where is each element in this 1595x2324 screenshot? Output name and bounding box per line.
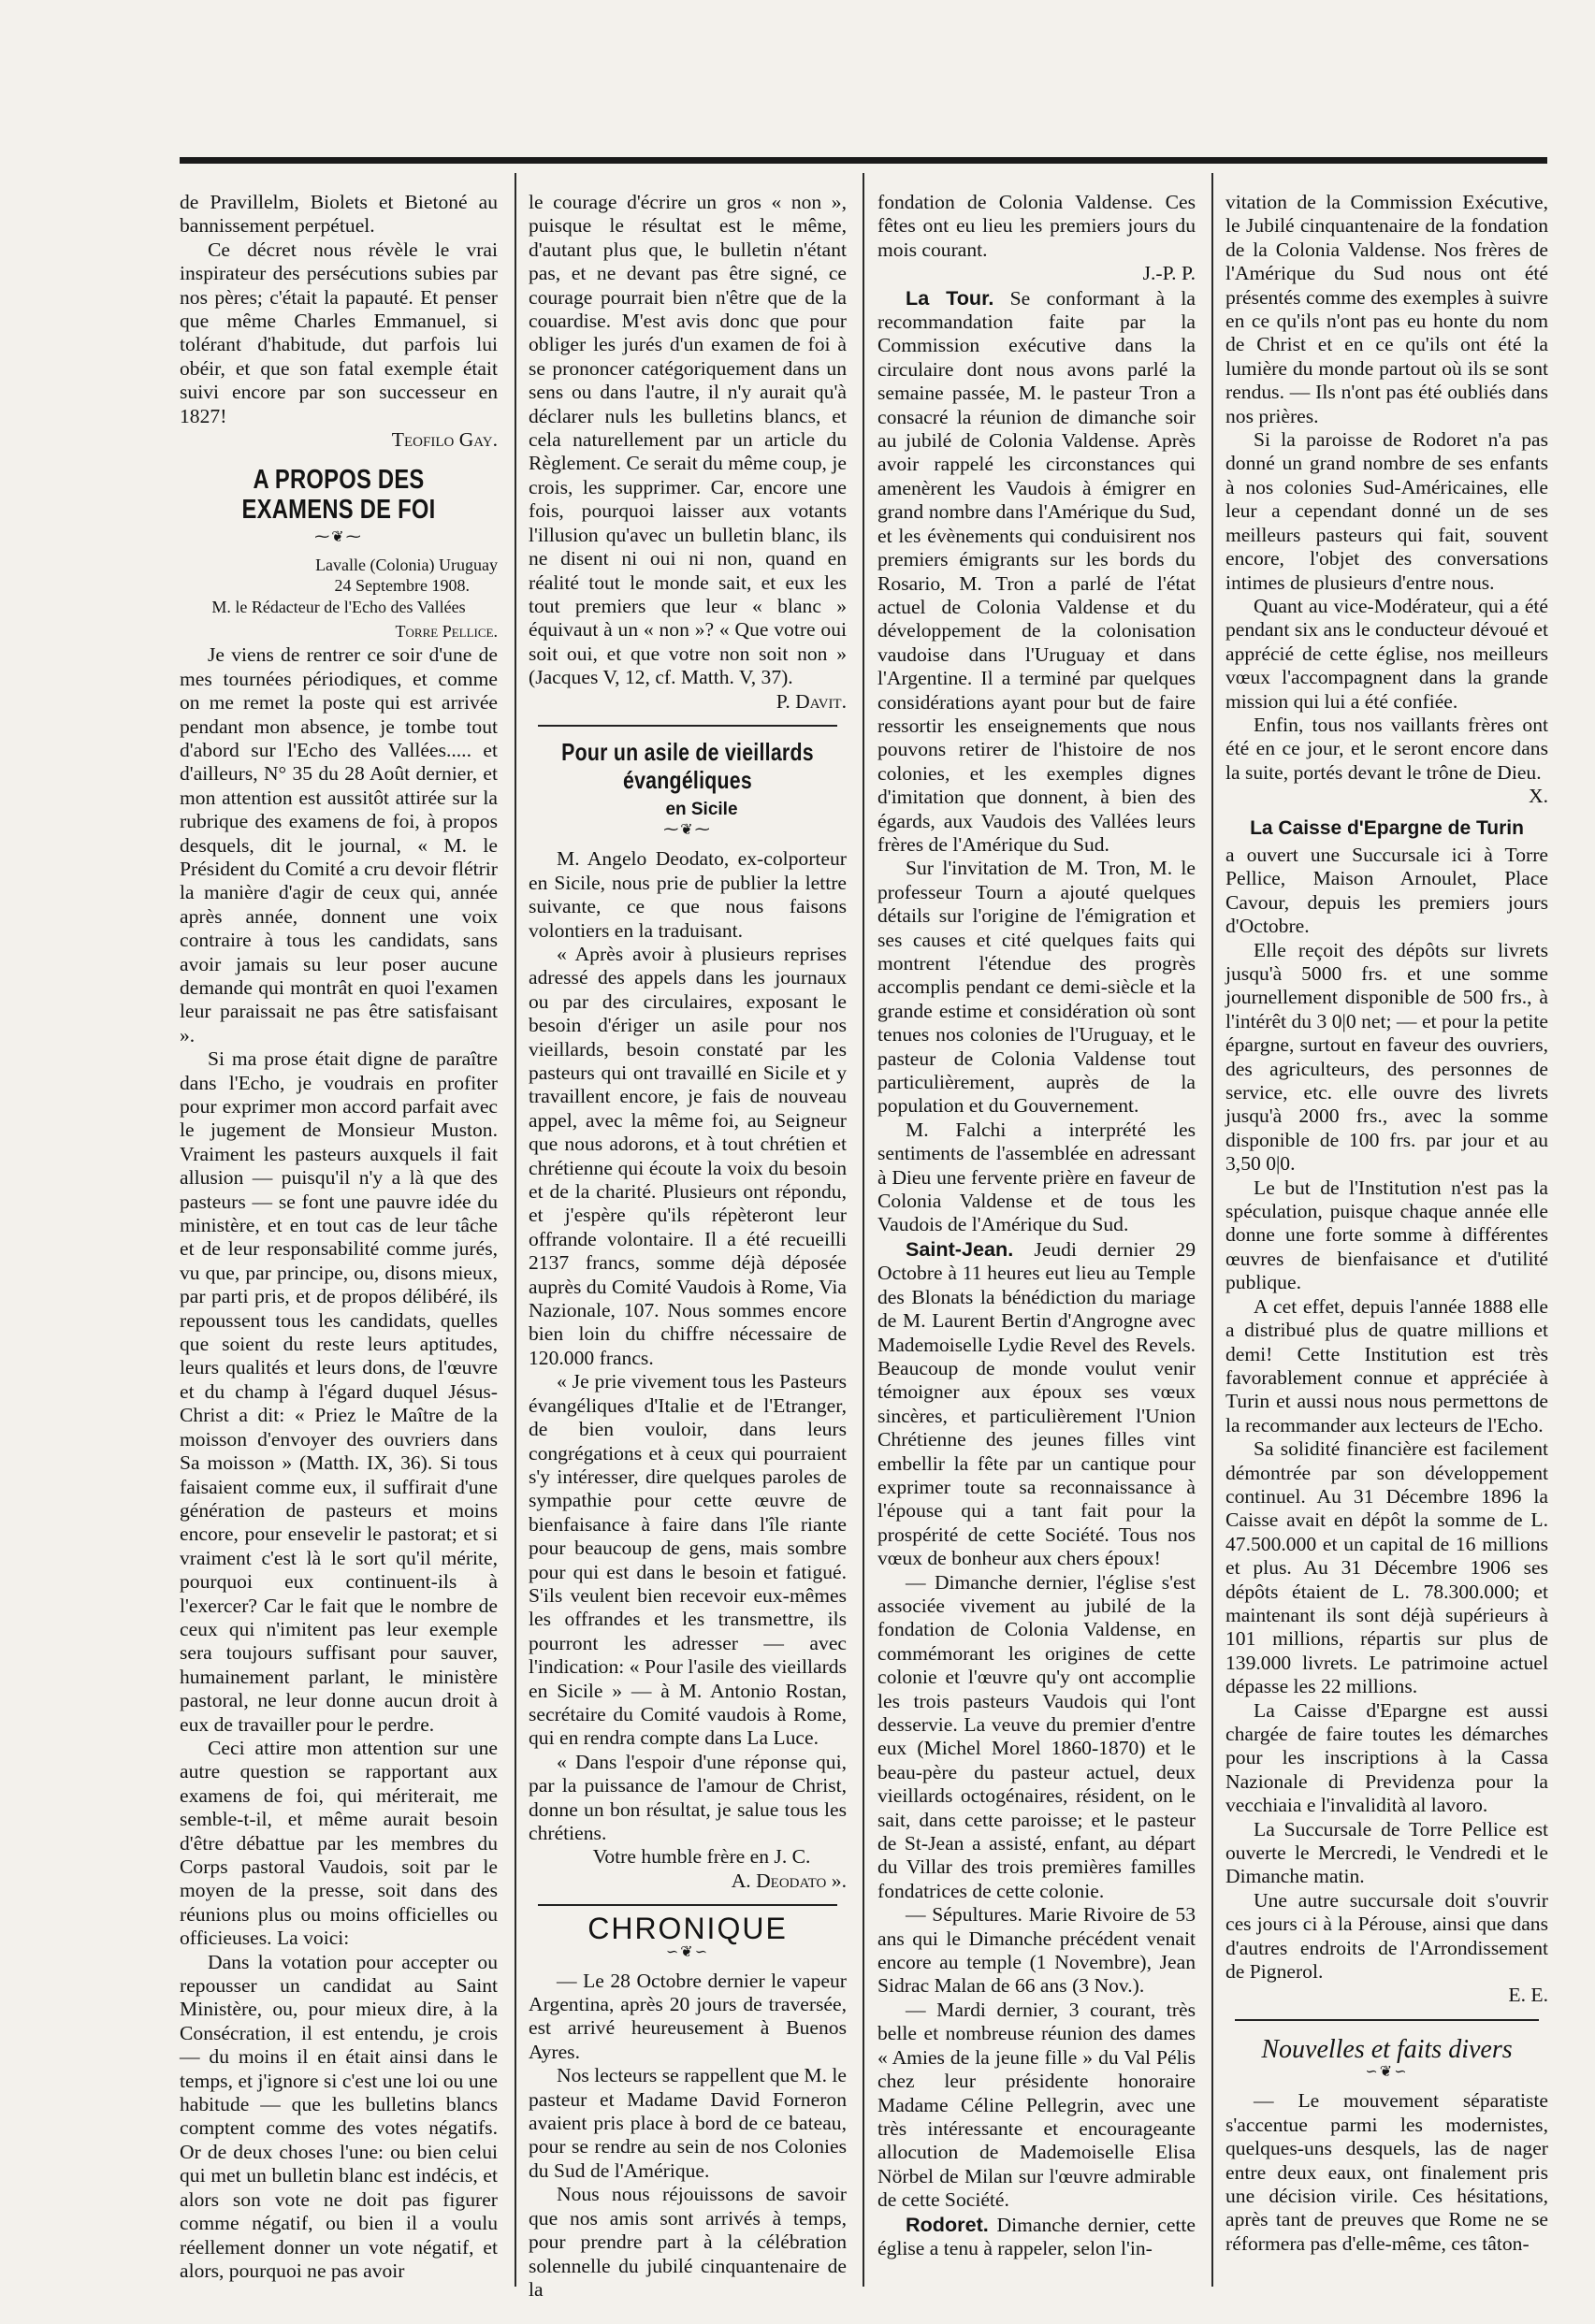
paragraph: M. Falchi a interprété les sentiments de l'assemblée en adressant à Dieu une fervente prière en faveur de Colonia Valdense et de tous les Vaudois de l'Amérique du Sud.	[877, 1118, 1196, 1236]
paragraph: Sa solidité financière est facilement démontrée par son développement continuel. Au 31 Décembre 1896 la Caisse avait en dépôt la somme de L. 47.500.000 et un capital de 16 millions et plus. Au 31 Décembre 1906 ses dépôts étaient de L. 78.300.000; et maintenant ils sont déjà supérieurs à 101 millions, répartis sur plus de 139.000 livrets. Le patrimoine actuel dépasse les 22 millions.	[1225, 1437, 1548, 1698]
paragraph: Je viens de rentrer ce soir d'une de mes tournées périodiques, et comme on me remet la poste qui est arrivée pendant mon absence, je tombe tout d'abord sur l'Echo des Vallées..... et d'ailleurs, N° 35 du 28 Août dernier, et mon attention est aussitôt attirée sur la rubrique des examens de foi, à propos desquels, dit le journal, « M. le Président du Comité a cru devoir flétrir la manière d'agir de ceux qui, année après année, donnent une voix contraire à tous les candidats, sans avoir jamais su leur poser aucune demande qui montrât en quoi l'examen leur paraissait ne pas être satisfaisant ».	[180, 643, 498, 1047]
article-subheading: en Sicile	[665, 799, 738, 819]
column-divider	[1211, 173, 1213, 2287]
ornament-icon: ∽❦∽	[1365, 2064, 1409, 2081]
article-heading: A PROPOS DES EXAMENS DE FOI	[241, 465, 436, 526]
section-heading: CHRONIQUE	[587, 1912, 788, 1946]
paragraph: Ce décret nous révèle le vrai inspirateur des persécutions subies par nos pères; c'était la papauté. Et penser que même Charles Emmanuel, si tolérant d'habitude, dut parfois lui obéir, et que son fatal exemple était suivi encore par son successeur en 1827!	[180, 238, 498, 427]
divider	[538, 725, 837, 727]
place-name: La Tour.	[906, 285, 994, 310]
paragraph: Nous nous réjouissons de savoir que nos amis sont arrivés à temps, pour prendre part à la célébration solennelle du jubilé cinquantenaire de la	[529, 2183, 847, 2301]
paragraph: Une autre succursale doit s'ouvrir ces jours ci à la Pérouse, ainsi que dans d'autres endroits de l'Arrondissement de Pignerol.	[1225, 1888, 1548, 1984]
paragraph: M. Angelo Deodato, ex-colporteur en Sicile, nous prie de publier la lettre suivante, ce que nous faisons volontiers en la traduisant.	[529, 847, 847, 942]
paragraph: La Succursale de Torre Pellice est ouverte le Mercredi, le Vendredi et le Dimanche matin.	[1225, 1817, 1548, 1888]
paragraph: Dans la votation pour accepter ou repousser un candidat au Saint Ministère, ou, pour mieux dire, à la Consécration, il est entendu, je crois — du moins il en était ainsi dans le temps, et j'ignore si c'est une loi ou une habitude — que les bulletins blancs comptent comme des votes négatifs. Or de deux choses l'une: ou bien celui qui met un bulletin blanc est indécis, et alors son vote ne doit pas figurer comme négatif, ou bien il a voulu réellement donner un vote négatif, et alors, pourquoi ne pas avoir	[180, 1950, 498, 2282]
paragraph: Elle reçoit des dépôts sur livrets jusqu'à 5000 frs. et une somme journellement disponible de 500 frs., à l'intérêt du 3 0|0 net; — et pour la petite épargne, surtout en faveur des ouvriers, des agriculteurs, des personnes de service, etc. elle ouvre des livrets jusqu'à 2000 frs., avec la somme disponible de 100 frs. par jour et au 3,50 0|0.	[1225, 938, 1548, 1176]
paragraph: Si la paroisse de Rodoret n'a pas donné un grand nombre de ses enfants à nos colonies Sud-Américaines, elle leur a cependant donné un de ses meilleurs pasteurs qui fait, souvent encore, l'objet des conversations intimes de plusieurs d'entre nous.	[1225, 428, 1548, 594]
signature: P. Davit.	[776, 689, 847, 713]
signature: A. Deodato ».	[731, 1869, 847, 1892]
paragraph: — Dimanche dernier, l'église s'est associée vivement au jubilé de la fondation de Colonia Valdense, en commémorant les origines de cette colonie et l'œuvre qu'y ont accomplie les trois pasteurs Vaudois qui l'ont desservie. La veuve du premier d'entre eux (Michel Morel 1860-1870) et le beau-père du pasteur actuel, deux vieillards octogénaires, résident, on le sait, dans cette paroisse; et le pasteur de St-Jean a assisté, enfant, au départ du Villar des trois premières familles fondatrices de cette colonie.	[877, 1570, 1196, 1902]
column-3	[877, 191, 1196, 2260]
paragraph: Nos lecteurs se rappellent que M. le pasteur et Madame David Forneron avaient pris place à bord de ce bateau, pour se rendre au sein de nos Colonies du Sud de l'Amérique.	[529, 2064, 848, 2182]
paragraph-text: Se conformant à la recommandation faite par la Commission exécutive dans la circulaire dont nous avons parlé la semaine passée, M. le pasteur Tron a consacré la réunion de dimanche soir au jubilé de Colonia Valdense. Après avoir rappelé les circonstances qui amenèrent les Vaudois à émigrer en grand nombre dans l'Amérique du Sud, et les évènements qui conduisirent nos premiers émigrants sur les bords du Rosario, M. Tron a parlé de l'état actuel de Colonia Valdense et du développement de la colonisation vaudoise dans l'Uruguay et dans l'Argentine. Il a terminé par quelques considérations ayant pour but de faire ressortir les enseignements que nous pouvons retirer de l'histoire de nos colonies, et les exemples dignes d'imitation que donnent, à bien des égards, aux Vaudois des Vallées leurs frères de l'Amérique du Sud.	[877, 286, 1196, 856]
column-2	[529, 191, 847, 2302]
column-divider	[515, 173, 516, 2287]
section-heading: Nouvelles et faits divers	[1261, 2034, 1513, 2064]
paragraph: Si ma prose était digne de paraître dans l'Echo, je voudrais en profiter pour exprimer mon accord parfait avec le jugement de Monsieur Muston. Vraiment les pasteurs auxquels il fait allusion — puisqu'il n'y a là que des pasteurs — se font une pauvre idée du ministère, et en tout cas de leur tâche et de leur responsabilité comme jurés, vu que, par principe, ou, disons mieux, par parti pris, et de propos délibéré, ils repoussent tous les candidats, quelles que soient du reste leurs aptitudes, leurs qualités et leurs dons, de l'œuvre et du champ à l'égard duquel Jésus-Christ a dit: « Priez le Maître de la moisson d'envoyer des ouvriers dans Sa moisson » (Matth. IX, 36). Si tous faisaient comme eux, il suffirait d'une génération de pasteurs et moins encore, pour ensevelir le pastorat; et si vraiment c'est là le sort qu'il mérite, pourquoi eux continuent-ils à l'exercer? Car le fait que le nombre de ceux qui n'imitent pas leur exemple sera toujours suffisant pour sauver, humainement parlant, le ministère pastoral, ne leur donne aucun droit à eux de travailler pour le perdre.	[180, 1047, 498, 1736]
dateline: 24 Septembre 1908.	[334, 576, 470, 596]
signature: Teofilo Gay.	[391, 428, 498, 452]
ornament-icon: ⁓❦⁓	[314, 529, 363, 546]
paragraph	[877, 286, 1196, 858]
place-name: Rodoret.	[906, 2212, 989, 2236]
top-rule	[180, 157, 1547, 164]
column-divider	[863, 173, 864, 2287]
paragraph: fondation de Colonia Valdense. Ces fêtes ont eu lieu les premiers jours du mois courant.	[877, 191, 1196, 261]
paragraph	[877, 1237, 1196, 1571]
address: M. le Rédacteur de l'Echo des Vallées	[211, 598, 466, 617]
paragraph: de Pravillelm, Biolets et Bietoné au bannissement perpétuel.	[180, 191, 498, 238]
paragraph: Enfin, tous nos vaillants frères ont été en ce jour, et le seront encore dans la suite, portés devant le trône de Dieu.	[1225, 713, 1548, 784]
paragraph: Sur l'invitation de M. Tron, M. le professeur Tourn a ajouté quelques détails sur l'origine de l'émigration et ses causes et cité quelques faits qui montrent l'étendue des progrès accomplis pendant ce demi-siècle et la grande estime et considération où sont tenues nos colonies de l'Uruguay, et le pasteur de Colonia Valdense tout particulièrement, auprès de la population et du Gouvernement.	[877, 857, 1196, 1118]
paragraph: — Le mouvement séparatiste s'accentue parmi les modernistes, quelques-uns desquels, las de nager entre deux eaux, ont finalement pris une décision virile. Ces hésitations, après tant de preuves que Rome ne se réformera pas d'elle-même, ces tâton-	[1225, 2089, 1548, 2255]
article-heading: Pour un asile de vieillards évangéliques	[561, 737, 814, 794]
paragraph: Votre humble frère en J. C.	[592, 1845, 811, 1869]
paragraph-text: Jeudi dernier 29 Octobre à 11 heures eut lieu au Temple des Blonats la bénédiction du mariage de M. Laurent Bertin d'Angrogne avec Mademoiselle Lydie Revel des Revels. Beaucoup de monde voulut venir témoigner aux époux ses vœux sincères, et particulièrement l'Union Chrétienne des jeunes filles vint embellir la fête par un cantique pour exprimer toute sa reconnaissance à l'épouse qui a tant fait pour la prospérité de cette Société. Tous nos vœux de bonheur aux chers époux!	[877, 1237, 1196, 1570]
paragraph: « Je prie vivement tous les Pasteurs évangéliques d'Italie et de l'Etranger, de bien vouloir, dans leurs congrégations et à ceux qui pourraient s'y intéresser, dire quelques paroles de sympathie pour cette œuvre de bienfaisance à faire dans l'île riante pour beaucoup de gens, mais sombre pour qui est dans le besoin et fatigué. S'ils veulent bien recevoir eux-mêmes les offrandes et les transmettre, ils pourront les adresser — avec l'indication: « Pour l'asile des vieillards en Sicile » — à M. Antonio Rostan, secrétaire du Comité vaudois à Rome, qui en rendra compte dans La Luce.	[529, 1370, 847, 1750]
place-name: Saint-Jean.	[906, 1236, 1014, 1261]
signature: J.-P. P.	[1142, 262, 1196, 285]
article-heading: La Caisse d'Epargne de Turin	[1250, 816, 1524, 839]
paragraph: vitation de la Commission Exécutive, le Jubilé cinquantenaire de la fondation de la Colonia Valdense. Nos frères de l'Amérique du Sud nous ont été présentés comme des exemples à suivre en ce qu'ils n'ont pas eu honte du nom de Christ et en ce qu'ils ont été la lumière du monde partout où ils se sont rendus. — Ils n'ont pas été oubliés dans nos prières.	[1225, 191, 1548, 427]
paragraph: le courage d'écrire un gros « non », puisque le résultat est le même, d'autant plus que, le bulletin n'étant pas, et ne devant pas être signé, ce courage pourrait bien n'être que de la couardise. M'est avis donc que pour obliger les jurés d'un examen de foi à se prononcer catégoriquement dans un sens ou dans l'autre, il n'y aurait qu'à déclarer nuls les bulletins blancs, et cela naturellement par un article du Règlement. Ce serait du même coup, je crois, les supprimer. Car, encore une fois, pourquoi laisser aux votants l'illusion qu'avec un bulletin blanc, ils ne disent ni oui ni non, quand en réalité tout le monde sait, et eux les tout premiers que leur « blanc » équivaut à un « non »? « Que votre oui soit oui, et que votre non soit non » (Jacques V, 12, cf. Matth. V, 37).	[529, 191, 847, 689]
paragraph: a ouvert une Succursale ici à Torre Pellice, Maison Arnoulet, Place Cavour, depuis les premiers jours d'Octobre.	[1225, 843, 1548, 938]
paragraph: « Après avoir à plusieurs reprises adressé des appels dans les journaux ou par des circulaires, exposant le besoin d'ériger un asile pour nos vieillards, besoin constaté par les pasteurs qui ont travaillé en Sicile et y travaillent encore, je fais de nouveau appel, avec la même foi, au Seigneur que nous adorons, et à tout chrétien et chrétienne qui écoute la voix du besoin et de la charité. Plusieurs ont répondu, et j'espère qu'ils répèteront leur offrande volontaire. Il a été recueilli 2137 francs, somme déjà déposée auprès du Comité Vaudois à Rome, Via Nazionale, 107. Nous sommes encore bien loin du chiffre nécessaire de 120.000 francs.	[529, 942, 847, 1369]
dateline: Lavalle (Colonia) Uruguay	[315, 556, 498, 575]
paragraph: La Caisse d'Epargne est aussi chargée de faire toutes les démarches pour les inscriptions à la Cassa Nazionale di Previdenza pour la vecchiaia e l'invalidità al lavoro.	[1225, 1698, 1548, 1817]
ornament-icon: ⁓❦⁓	[663, 822, 712, 839]
paragraph	[877, 2213, 1196, 2261]
paragraph: Le but de l'Institution n'est pas la spéculation, puisque chaque année elle donne une forte somme à différentes œuvres de bienfaisance et d'utilité publique.	[1225, 1176, 1548, 1294]
paragraph: — Le 28 Octobre dernier le vapeur Argentina, après 20 jours de traversée, est arrivé heureusement à Buenos Ayres.	[529, 1969, 847, 2063]
divider	[1235, 2019, 1539, 2021]
paragraph: Quant au vice-Modérateur, qui a été pendant six ans le conducteur dévoué et apprécié de cette église, nos meilleurs vœux l'accompagnent dans la grande mission qui lui a été confiée.	[1225, 594, 1548, 713]
column-1	[180, 191, 498, 2283]
signature: X.	[1529, 785, 1548, 808]
paragraph: « Dans l'espoir d'une réponse qui, par la puissance de l'amour de Christ, donne un bon résultat, je salue tous les chrétiens.	[529, 1750, 847, 1844]
divider	[538, 1904, 837, 1906]
paragraph: A cet effet, depuis l'année 1888 elle a distribué plus de quatre millions et demi! Cette Institution est très favorablement connue et appréciée à Turin et aussi nous nous permettons de la recommander aux lecteurs de l'Echo.	[1225, 1294, 1548, 1436]
address-place: Torre Pellice.	[395, 621, 498, 641]
signature: E. E.	[1508, 1984, 1548, 2007]
paragraph: — Sépultures. Marie Rivoire de 53 ans qui le Dimanche précédent venait encore au temple (1 Novembre), Jean Sidrac Malan de 66 ans (3 Nov.).	[877, 1903, 1196, 1998]
paragraph-text: Dimanche dernier, cette église a tenu à rappeler, selon l'in-	[877, 2213, 1196, 2259]
paragraph: — Mardi dernier, 3 courant, très belle et nombreuse réunion des dames « Amies de la jeune fille » du Val Pélis chez leur présidente honoraire Madame Céline Pellegrin, avec une très intéressante et encourageante allocution de Mademoiselle Elisa Nörbel de Milan sur l'œuvre admirable de cette Société.	[877, 1998, 1196, 2212]
ornament-icon: ∽❦∽	[665, 1943, 710, 1960]
column-4	[1225, 191, 1548, 2256]
paragraph: Ceci attire mon attention sur une autre question se rapportant aux examens de foi, qui mériterait, me semble-t-il, et même aurait besoin d'être débattue par les membres du Corps pastoral Vaudois, soit par le moyen de la presse, soit dans des réunions plus ou moins officielles ou officieuses. La voici:	[180, 1736, 498, 1950]
